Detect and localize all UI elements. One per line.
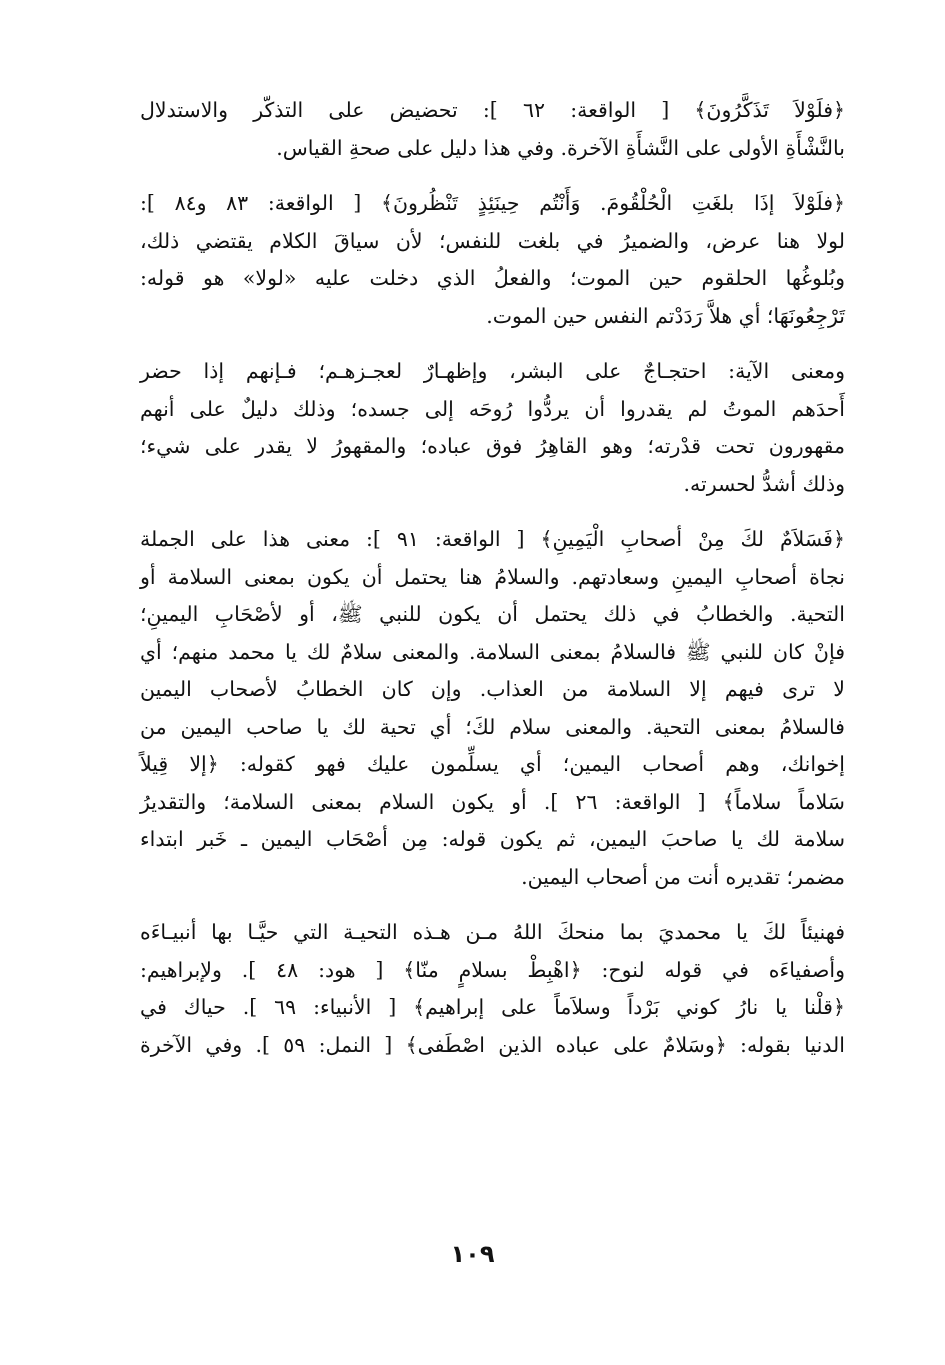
text-line: ﴿قلْنا يا نارُ كوني بَرْداً وسلاَماً على إبراهيم﴾ [ الأنبياء: ٦٩ ]. حياك في bbox=[140, 995, 845, 1019]
text-line: إخوانك، وهم أصحاب اليمين؛ أي يسلِّمون عليك فهو كقوله: ﴿إلا قِيلاً bbox=[140, 752, 845, 776]
text-line: أَحدَهم الموتُ لم يقدروا أن يردُّوا رُوحَه إلى جسده؛ وذلك دليلٌ على أنهم bbox=[140, 396, 845, 421]
text-line: فالسلامُ بمعنى التحية. والمعنى سلام لكَ؛ أي تحية لك يا صاحب اليمين من bbox=[140, 714, 845, 739]
text-line: تَرْجِعُونَهَا؛ أي هلاَّ رَدَدْتم النفس حين الموت. bbox=[486, 303, 845, 328]
text-line: ﴿فَسَلاَمٌ لكَ مِنْ أصحابِ الْيَمِينِ﴾ [ الواقعة: ٩١ ]: معنى هذا على الجملة bbox=[140, 527, 845, 551]
text-line: فإنْ كان للنبي ﷺ فالسلامُ بمعنى السلامة. والمعنى سلامٌ لك يا محمد منهم؛ أي bbox=[140, 639, 845, 664]
text-line: وبُلوغُها الحلقوم حين الموت؛ والفعلُ الذي دخلت عليه «لولا» هو قوله: bbox=[140, 266, 845, 290]
paragraph-2 bbox=[140, 185, 845, 335]
text-line: التحية. والخطابُ في ذلك يحتمل أن يكون للنبي ﷺ، أو لأصْحَابِ اليمينِ؛ bbox=[140, 602, 845, 626]
text-line: ومعنى الآية: احتجـاجٌ على البشر، وإظهـارٌ لعجـزهـم؛ فـإنهم إذا حضر bbox=[140, 359, 845, 383]
page-number: ١٠٩ bbox=[450, 1240, 495, 1268]
text-line: نجاة أصحابِ اليمينِ وسعادتهم. والسلامُ هنا يحتمل أن يكون بمعنى السلامة أو bbox=[140, 564, 845, 589]
text-line: مقهورون تحت قدْرته؛ وهو القاهِرُ فوق عباده؛ والمقهورُ لا يقدر على شيء؛ bbox=[140, 434, 845, 458]
paragraph-5 bbox=[140, 914, 845, 1064]
text-line: لولا هنا عرض، والضميرُ في بلغت للنفس؛ لأن سياقَ الكلام يقتضي ذلك، bbox=[140, 228, 845, 253]
body-text bbox=[140, 92, 845, 1082]
text-line: وذلك أشدُّ لحسرته. bbox=[683, 471, 845, 496]
text-line: بالنَّشْأَةِ الأولى على النَّشأَةِ الآخرة. وفي هذا دليل على صحةِ القياس. bbox=[276, 135, 845, 160]
text-line: لا ترى فيهم إلا السلامة من العذاب. وإن كان الخطابُ لأصحاب اليمين bbox=[140, 677, 845, 701]
paragraph-3 bbox=[140, 353, 845, 503]
text-line: وأصفياءَه في قوله لنوح: ﴿اهْبِطْ بسلامٍ منّا﴾ [ هود: ٤٨ ]. ولإبراهيم: bbox=[140, 957, 845, 982]
text-line: سلامة لك يا صاحبَ اليمين، ثم يكون قوله: مِن أصْحَاب اليمين ـ خَبر ابتداء bbox=[140, 827, 845, 851]
paragraph-4 bbox=[140, 521, 845, 896]
text-line: سَلاماً سلاماً﴾ [ الواقعة: ٢٦ ]. أو يكون السلام بمعنى السلامة؛ والتقديرُ bbox=[140, 789, 845, 814]
text-line: مضمر؛ تقديره أنت من أصحاب اليمين. bbox=[521, 864, 845, 889]
text-line: ﴿فلَوْلاَ إذَا بلغَتِ الْحُلْقُومَ. وَأَنْتُم حِينَئِذٍ تَنْظُرونَ﴾ [ الواقعة: ٨٣ و٨٤ ]: bbox=[140, 191, 846, 215]
text-line: فهنيئاً لكَ يا محمديَ بما منحكَ اللهُ مـن هـذه التحيـة التي حيَّـا بها أنبيـاءَه bbox=[140, 920, 845, 944]
text-line: الدنيا بقوله: ﴿وسَلامٌ على عباده الذين اصْطَفى﴾ [ النمل: ٥٩ ]. وفي الآخرة bbox=[140, 1032, 845, 1057]
paragraph-1 bbox=[140, 92, 845, 167]
text-line: ﴿فلَوْلاَ تَذَكَّرُونَ﴾ [ الواقعة: ٦٢ ]: تحضيض على التذكّر والاستدلال bbox=[140, 98, 846, 122]
